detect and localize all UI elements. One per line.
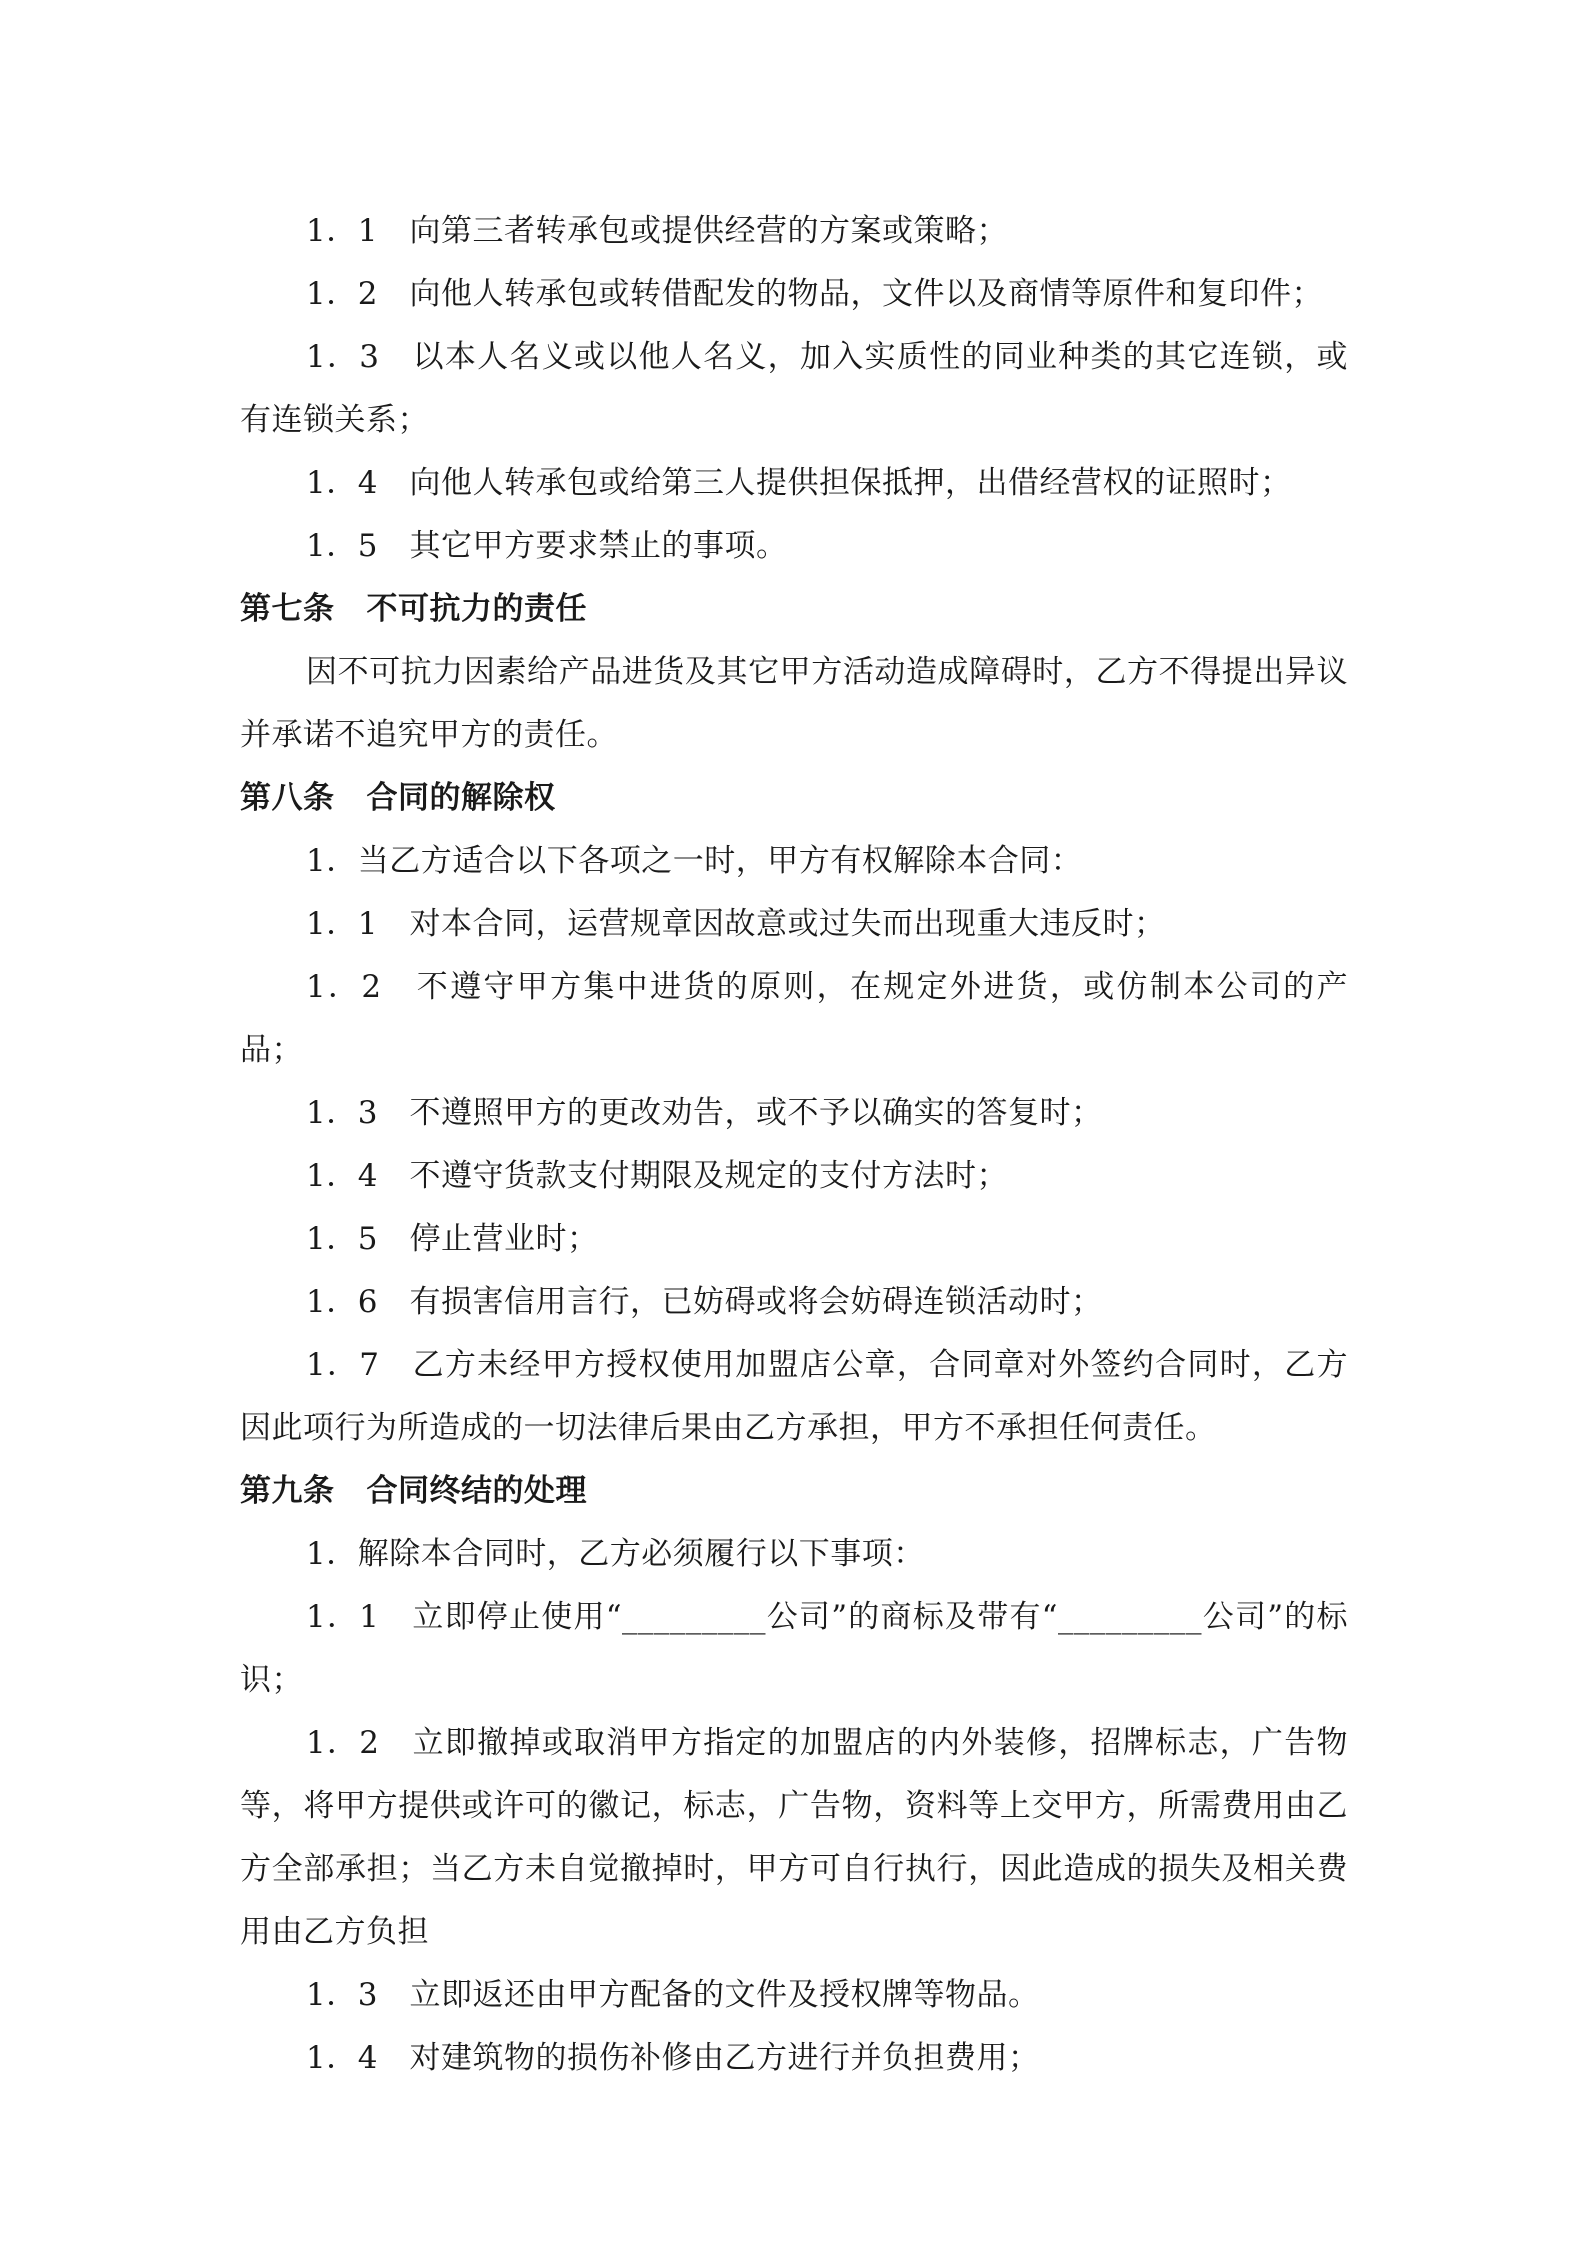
article-number: 第七条 <box>240 591 335 627</box>
article-title: 不可抗力的责任 <box>366 591 587 627</box>
clause-item: 1．5 其它甲方要求禁止的事项。 <box>306 528 788 564</box>
clause-item: 1．2 不遵守甲方集中进货的原则，在规定外进货，或仿制本公司的产品； <box>240 969 1348 1068</box>
article-heading-8 <box>240 767 1348 830</box>
clause-item: 1．2 向他人转承包或转借配发的物品，文件以及商情等原件和复印件； <box>306 276 1323 312</box>
clause-item: 1．解除本合同时，乙方必须履行以下事项： <box>306 1536 925 1572</box>
clause-item: 1．3 以本人名义或以他人名义，加入实质性的同业种类的其它连锁，或有连锁关系； <box>240 339 1348 438</box>
document-body <box>240 200 1348 2090</box>
article-heading-9 <box>240 1460 1348 1523</box>
article-number: 第九条 <box>240 1473 335 1509</box>
clause-paragraph: 因不可抗力因素给产品进货及其它甲方活动造成障碍时，乙方不得提出异议并承诺不追究甲方的责任。 <box>240 654 1348 753</box>
clause-item: 1．1 对本合同，运营规章因故意或过失而出现重大违反时； <box>306 906 1166 942</box>
clause-item: 1．1 立即停止使用“_________公司”的商标及带有“_________公司”的标识； <box>240 1599 1348 1698</box>
clause-item: 1．7 乙方未经甲方授权使用加盟店公章，合同章对外签约合同时，乙方因此项行为所造成的一切法律后果由乙方承担，甲方不承担任何责任。 <box>240 1347 1348 1446</box>
clause-item: 1．1 向第三者转承包或提供经营的方案或策略； <box>306 213 1008 249</box>
clause-item: 1．2 立即撤掉或取消甲方指定的加盟店的内外装修，招牌标志，广告物等，将甲方提供或许可的徽记，标志，广告物，资料等上交甲方，所需费用由乙方全部承担；当乙方未自觉撤掉时，甲方可自行执行，因此造成的损失及相关费用由乙方负担 <box>240 1725 1348 1950</box>
article-number: 第八条 <box>240 780 335 816</box>
clause-item: 1．3 立即返还由甲方配备的文件及授权牌等物品。 <box>306 1977 1040 2013</box>
article-title: 合同终结的处理 <box>366 1473 587 1509</box>
clause-item: 1．6 有损害信用言行，已妨碍或将会妨碍连锁活动时； <box>306 1284 1103 1320</box>
clause-item: 1．5 停止营业时； <box>306 1221 599 1257</box>
clause-item: 1．4 向他人转承包或给第三人提供担保抵押，出借经营权的证照时； <box>306 465 1292 501</box>
clause-item: 1．4 对建筑物的损伤补修由乙方进行并负担费用； <box>306 2040 1040 2076</box>
article-title: 合同的解除权 <box>366 780 556 816</box>
clause-item: 1．4 不遵守货款支付期限及规定的支付方法时； <box>306 1158 1008 1194</box>
article-heading-7 <box>240 578 1348 641</box>
clause-item: 1．3 不遵照甲方的更改劝告，或不予以确实的答复时； <box>306 1095 1103 1131</box>
clause-item: 1．当乙方适合以下各项之一时，甲方有权解除本合同： <box>306 843 1083 879</box>
